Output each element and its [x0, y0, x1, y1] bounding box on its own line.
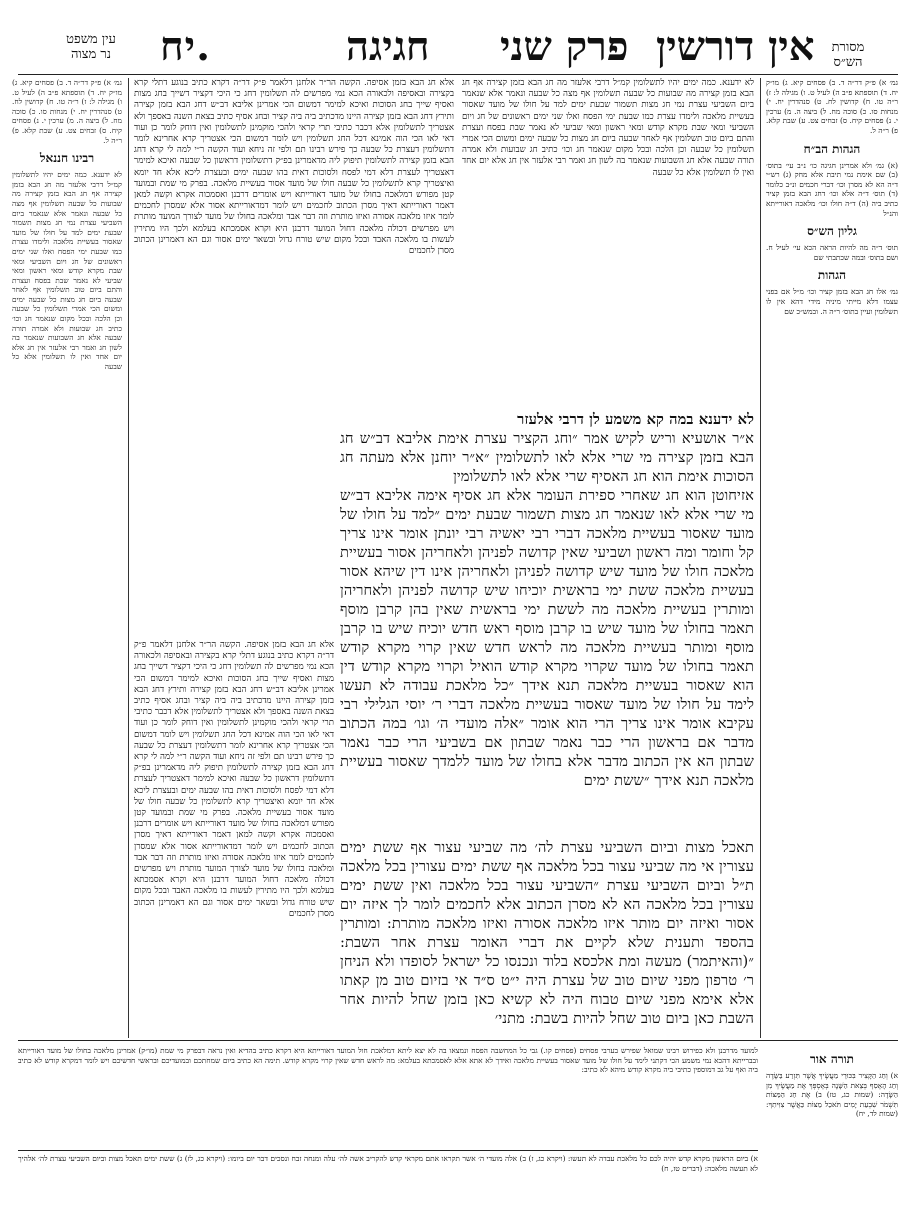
- tosafot-text: אלא חג הבא בזמן אסיפה. הקשה הר״ר אלחנן דלאמר פ״ק דר״ה דקרא כתיב בנוגע דתלי קרא בקצירה ובאסיפה ולכאורה הכא נמי מפרשים לה תשלומין דחג כי היכי דקציר דשייך בחג מצות ואסיף שייך בחג הסוכות ואיכא למימר דמשום הכי אמרינן אליבא דב״ש דחג הבא בזמן קצירה ותירץ דחג הבא בזמן קצירה היינו מדכתיב ביה ביה קציר ובחג אסיף כתיב בצאת השנה באספך ולא אצטריך לתשלומין אלא דכבר כתיבי תרי קראי ולהכי מוקמינן לתשלומין ואין דוחק לומר כן ועוד דאי לאו הכי הוה אמינא דכל החג תשלומין ויש לומר דמשום הכי אצטריך קרא אחרינא לומר דתשלומין דעצרת כל שבעה כך פירש רבינו תם ולפי זה ניחא ועוד הקשה ר״י למה לי קרא דחג הבא בזמן קצירה לתשלומין תיפוק ליה מדאמרינן בפ״ק דתשלומין דראשון כל שבעה ואיכא למימר דאצטריך לעצרת דלא דמי לפסח ולסוכות דאית בהו שבעה ימים ובעצרת ליכא אלא חד יומא ואיצטריך קרא לתשלומין כל שבעה חולו של מועד אסור בעשיית מלאכה. בפרק מי שמת ובמועד קטן מפורש דמלאכה בחולו של מועד דאורייתא ויש אומרים דרבנן ואסמכוה אקרא וקשה למאן דאמר דאורייתא דאיך מסרן הכתוב לחכמים ויש לומר דמדאורייתא אסור אלא שמסרן לחכמים לומר איזו מלאכה אסורה ואיזו מותרת וזה דבר אבד ומלאכה בחולו של מועד לצורך המועד מותרת ויש מפרשים דכולה מלאכה דחול המועד דרבנן היא וקרא אסמכתא בעלמא ולכך היו מתירין לעשות בו מלאכה האבד ובכל מקום שיש טורח גדול ובשאר ימים אסור וגם הא דאמרינן הכתוב מסרן לחכמים: [134, 78, 454, 257]
- hagahot-heading: הגהות: [817, 268, 847, 283]
- gemara-paragraph-1: א״ר אושעיא וריש לקיש אמר ״וחג הקציר עצרת אימת אליבא דב״ש חג הבא בזמן קצירה מי שרי אלא לאו לתשלומין ״א״ר יוחנן אלא מעתה חג הסוכות אימת הוא חג האסיף שרי אלא לאו לתשלומין: [340, 430, 754, 485]
- ein-mishpat-column: [12, 78, 122, 638]
- footer-rashi: [18, 1046, 758, 1116]
- footer-rule-2: [18, 1150, 758, 1151]
- torah-or-heading: תורה אור: [809, 1052, 855, 1066]
- daf-number: יח.: [160, 23, 212, 70]
- gemara-paragraph-3: תאכל מצות וביום השביעי עצרת לה׳ מה שביעי עצור אף ששת ימים עצורין אי מה שביעי עצור בכל מלאכה אף ששת ימים עצורין בכל מלאכה ת״ל וביום השביעי עצרת ״השביעי עצור בכל מלאכה ואין ששת ימים עצורין בכל מלאכה הא לא מסרן הכתוב אלא לחכמים לומר לך איזה יום אסור ואיזה יום מותר איזו מלאכה אסורה ואיזו מלאכה מותרת: ומותרין בהספד ותענית שלא לקיים את דברי האומר עצרת אחר השבת: ״(והאיתמר) מעשה ומת אלכסא בלוד ונכנסו כל ישראל לסופדו ולא הניחן ר׳ טרפון מפני שיום טוב של עצרת היה י״ט ס״ד אי בזיום טוב מן קאתו אלא אימא מפני שיום טבוח היה לא קשיא כאן בזמן שחל להיות אחר השבת כאן ביום טוב שחל להיות בשבת: מתני׳: [340, 839, 754, 1027]
- perek-name: אין דורשין: [656, 23, 815, 70]
- rashi-text: לא ידענא. כמה ימים יהיו לתשלומין קמ״ל דרבי אלעזר מה חג הבא בזמן קצירה אף חג הבא בזמן קצירה מה שבועות כל שבעה תשלומין אף מצה כל שבעה ונאמר אלא שנאמר ביום השביעי עצרת נמי חג מצות תשמור שבעת ימים למד על חולו של מועד שאסור בעשיית מלאכה ולימדו עצרת כמו שבעת ימי הפסח ואלו שני ימים ראשונים של חג ויום השביעי ומאי שבת מקרא קודש ומאי ראשון ומאי שביעי לא נאמר שבת בפסח ועצרת והתם ביום טוב תשלומין אף לאחר שבעה ביום חג מצות כל שבעה ימים ומשום הכי אמרי תשלומין כל שבעה וכן הלכה ובכל מקום שנאמר חג וכו׳ כתיב חג שבועות ולא אמרה תורה שבעה אלא חג השבועות שנאמר בה לשון חג ואמר רבי אלעזר אין חג אלא יום אחד ואין לו תשלומין אלא כל שבעה: [462, 78, 754, 178]
- torah-or-text: א) וְחַג הַקָּצִיר בִּכּוּרֵי מַעֲשֶׂיךָ אֲשֶׁר תִּזְרַע בַּשָּׂדֶה וְחַג הָאָסִף בְּצֵאת הַשָּׁנָה בְּאָסְפְּךָ אֶת מַעֲשֶׂיךָ מִן הַשָּׂדֶה: (שמות כג, טז) ב) אֶת חַג הַמַּצּוֹת תִּשְׁמֹר שִׁבְעַת יָמִים תֹּאכַל מַצּוֹת כַּאֲשֶׁר צִוִּיתִךָ: (שמות לד, יח): [766, 1071, 898, 1119]
- gemara-paragraph-2: אזיחוטן הוא חג שאחרי ספירת העומר אלא חג אסיף אימה אליבא דב״ש מי שרי אלא לאו שנאמר חג מצות תשמור שבעת ימים ״למד על חולו של מועד שאסור בעשיית מלאכה דברי רבי יאשיה רבי יונתן אומר אינו צריך קל וחומר ומה ראשון ושביעי שאין קדושה לפניהן ולאחריהן אסור בעשיית מלאכה חולו של מועד שיש קדושה לפניהן ולאחריהן אינו דין שיהא אסור בעשיית מלאכה ששת ימי בראשית יוכיחו שיש קדושה לפניהן ולאחריהן ומותרין בעשיית מלאכה מה לששת ימי בראשית שאין בהן קרבן מוסף תאמר בחולו של מועד שיש בו קרבן מוסף ראש חדש יוכיח שיש בו קרבן מוסף ומותר בעשיית מלאכה מה לראש חדש שאין קרוי מקרא קודש תאמר בחולו של מועד שקרוי מקרא קודש הואיל וקרוי מקרא קודש דין הוא שאסור בעשיית מלאכה תנא אידך ״כל מלאכת עבודה לא תעשו לימד על חולו של מועד שאסור בעשיית מלאכה דברי ר׳ יוסי הגלילי רבי עקיבא אומר אינו צריך הרי הוא אומר ״אלה מועדי ה׳ וגו׳ במה הכתוב מדבר אם בראשון הרי כבר נאמר שבתון אם בשביעי הרי כבר נאמר שבתון הא אין הכתוב מדבר אלא בחולו של מועד ללמדך שאסור בעשיית מלאכה תנא אידך ״ששת ימים: [340, 487, 754, 789]
- rabbeinu-chananel-heading: רבינו חננאל: [39, 151, 95, 166]
- hagahot-text: גמ׳ אלו חג הבא בזמן קציר וכו׳ מ״ל אם בפני עצמו דלא מייתי מיניה מידי דהא אין לו תשלומין ועיין בתוס׳ ר״ה ה. ובמש״כ שם: [766, 287, 898, 316]
- haghot-bach-heading: הגהות הב״ח: [803, 141, 861, 156]
- ein-mishpat-heading: עין משפט נר מצוה: [66, 32, 116, 62]
- gilyon-heading: גליון הש״ס: [807, 224, 857, 239]
- ein-mishpat-text: גמ׳ א) פ״ק דר״ה ד. ב) פסחים קיא. ג) מו״ק יח. ד) תוספתא פ״ב ה) לעיל ט. ו) מגילה ל: ז) ר״ה טו. ח) קדושין לח. ט) סנהדרין יח. י) מנחות סו. כ) סוכה מח. ל) ביצה ה. מ) ערכין י. נ) פסחים קיח. ס) זבחים צט. ע) שבת קלא. פ) ר״ה ל.: [12, 78, 122, 145]
- tractate-name: חגיגה: [346, 23, 430, 70]
- gemara-bottom: [340, 838, 754, 1028]
- gilyon-text: תוס׳ ד״ה מה להיות הראה הכא עי׳ לעיל ח. ושם בתוס׳ ובמה שכתבתי שם: [766, 243, 898, 262]
- tosafot-lower-text: אלא חג הבא בזמן אסיפה. הקשה הר״ר אלחנן דלאמר פ״ק דר״ה דקרא כתיב בנוגע דתלי קרא בקצירה ובאסיפה ולכאורה הכא נמי מפרשים לה תשלומין דחג כי היכי דקציר דשייך בחג מצות ואסיף שייך בחג הסוכות ואיכא למימר דמשום הכי אמרינן אליבא דב״ש דחג הבא בזמן קצירה ותירץ דחג הבא בזמן קצירה היינו מדכתיב ביה ביה קציר ובחג אסיף כתיב בצאת השנה באספך ולא אצטריך לתשלומין אלא דכבר כתיבי תרי קראי ולהכי מוקמינן לתשלומין ואין דוחק לומר כן ועוד דאי לאו הכי הוה אמינא דכל החג תשלומין ויש לומר דמשום הכי אצטריך קרא אחרינא לומר דתשלומין דעצרת כל שבעה כך פירש רבינו תם ולפי זה ניחא ועוד הקשה ר״י למה לי קרא דחג הבא בזמן קצירה לתשלומין תיפוק ליה מדאמרינן בפ״ק דתשלומין דראשון כל שבעה ואיכא למימר דאצטריך לעצרת דלא דמי לפסח ולסוכות דאית בהו שבעה ימים ובעצרת ליכא אלא חד יומא ואיצטריך קרא לתשלומין כל שבעה חולו של מועד אסור בעשיית מלאכה. בפרק מי שמת ובמועד קטן מפורש דמלאכה בחולו של מועד דאורייתא ויש אומרים דרבנן ואסמכוה אקרא וקשה למאן דאמר דאורייתא דאיך מסרן הכתוב לחכמים ויש לומר דמדאורייתא אסור אלא שמסרן לחכמים לומר איזו מלאכה אסורה ואיזו מותרת וזה דבר אבד ומלאכה בחולו של מועד לצורך המועד מותרת ויש מפרשים דכולה מלאכה דחול המועד דרבנן היא וקרא אסמכתא בעלמא ולכך היו מתירין לעשות בו מלאכה האבד ובכל מקום שיש טורח גדול ובשאר ימים אסור וגם הא דאמרינן הכתוב מסרן לחכמים: [134, 640, 334, 919]
- chapter-number: פרק שני: [500, 23, 629, 70]
- haghot-bach-text: (א) גמ׳ ולא אמרינן חגיגה כו׳ נ״ב עי׳ בתוס׳ (ב) שם אימת נמי תיבת אלא מחק (ג) רש״י ד״ה הא לא מסרן וכו׳ דברי חכמים ונ״ב כלומר (ד) תוס׳ ד״ה אלא וכו׳ דחג הבא בזמן קציר כתיב ביה (ה) ד״ה חולו וכו׳ מלאכה דאורייתא והנ״ל: [766, 160, 898, 218]
- footer-mikraot: [18, 1154, 758, 1198]
- page-header: [0, 22, 914, 72]
- rabbeinu-chananel-text: לא ידענא. כמה ימים יהיו לתשלומין קמ״ל דרבי אלעזר מה חג הבא בזמן קצירה אף חג הבא בזמן קצירה מה שבועות כל שבעה תשלומין אף מצה כל שבעה ונאמר אלא שנאמר ביום השביעי עצרת נמי חג מצות תשמור שבעת ימים למד על חולו של מועד שאסור בעשיית מלאכה ולימדו עצרת כמו שבעת ימי הפסח ואלו שני ימים ראשונים של חג ויום השביעי ומאי שבת מקרא קודש ומאי ראשון ומאי שביעי לא נאמר שבת בפסח ועצרת והתם ביום טוב תשלומין אף לאחר שבעה ביום חג מצות כל שבעה ימים ומשום הכי אמרי תשלומין כל שבעה וכן הלכה ובכל מקום שנאמר חג וכו׳ כתיב חג שבועות ולא אמרה תורה שבעה אלא חג השבועות שנאמר בה לשון חג ואמר רבי אלעזר אין חג אלא יום אחד ואין לו תשלומין אלא כל שבעה: [12, 170, 122, 372]
- footer-rule: [18, 1040, 898, 1041]
- masoret-column: [766, 78, 898, 1038]
- masoret-heading: מסורת הש״ס: [831, 40, 865, 70]
- masoret-text: גמ׳ א) פ״ק דר״ה ד. ב) פסחים קיא. ג) מו״ק יח. ד) תוספתא פ״ב ה) לעיל ט. ו) מגילה ל: ז) ר״ה טו. ח) קדושין לח. ט) סנהדרין יח. י) מנחות סו. כ) סוכה מח. ל) ביצה ה. מ) ערכין י. נ) פסחים קיח. ס) זבחים צט. ע) שבת קלא. פ) ר״ה ל.: [766, 78, 898, 135]
- footer-rashi-text: למועד מדרבנן ולא כפירוש רבינו שמואל שפירש בערבי פסחים (פסחים קו.) גבי כל המחשבה הפסח ונמצאו בה לא יצא ליתא דמלאכת חול המועד דאורייתא היא דקרא כתיב בהדיא ואין נראה דבפרק מי שמת (מו״ק) אמרינן מלאכה בחולו של מועד דאורייתא ובברייתא דהכא נמי משמע הכי דקתני לימד על חולו של מועד שאסור בעשיית מלאכה ואידך לא אתא אלא לאסמכתא בעלמא: מה לראש חדש שאין קרוי מקרא קודש. תימה הא כתיב ביום שמחתכם ובמועדיכם ובראשי חדשיכם ויש לומר דמקרא קודש לא כתיב ביה ואף על גב דמוספין כתיבי ביה מקרא קודש מיהא לא כתיב:: [18, 1046, 758, 1075]
- tosafot-lower: [134, 640, 334, 1030]
- torah-or-box: [766, 1046, 898, 1196]
- right-column-divider: [760, 78, 761, 1038]
- header-rule: [18, 74, 898, 75]
- rashi-column: [462, 78, 754, 408]
- gemara-column: [340, 410, 754, 838]
- column-divider: [128, 78, 129, 1038]
- footer-mikraot-text: א) ביום הראשון מקרא קדש יהיה לכם כל מלאכת עבדה לא תעשו: (ויקרא כג, ז) ב) אלה מועדי ה׳ אשר תקראו אתם מקראי קדש להקריב אשה לה׳ עלה ומנחה זבח ונסכים דבר יום ביומו: (ויקרא כג, לז) ג) ששת ימים תאכל מצות וביום השביעי עצרת לה׳ אלהיך לא תעשה מלאכה: (דברים טז, ח): [18, 1154, 758, 1173]
- gemara-opening: לא ידענא במה קא משמע לן דרבי אלעזר: [517, 411, 754, 428]
